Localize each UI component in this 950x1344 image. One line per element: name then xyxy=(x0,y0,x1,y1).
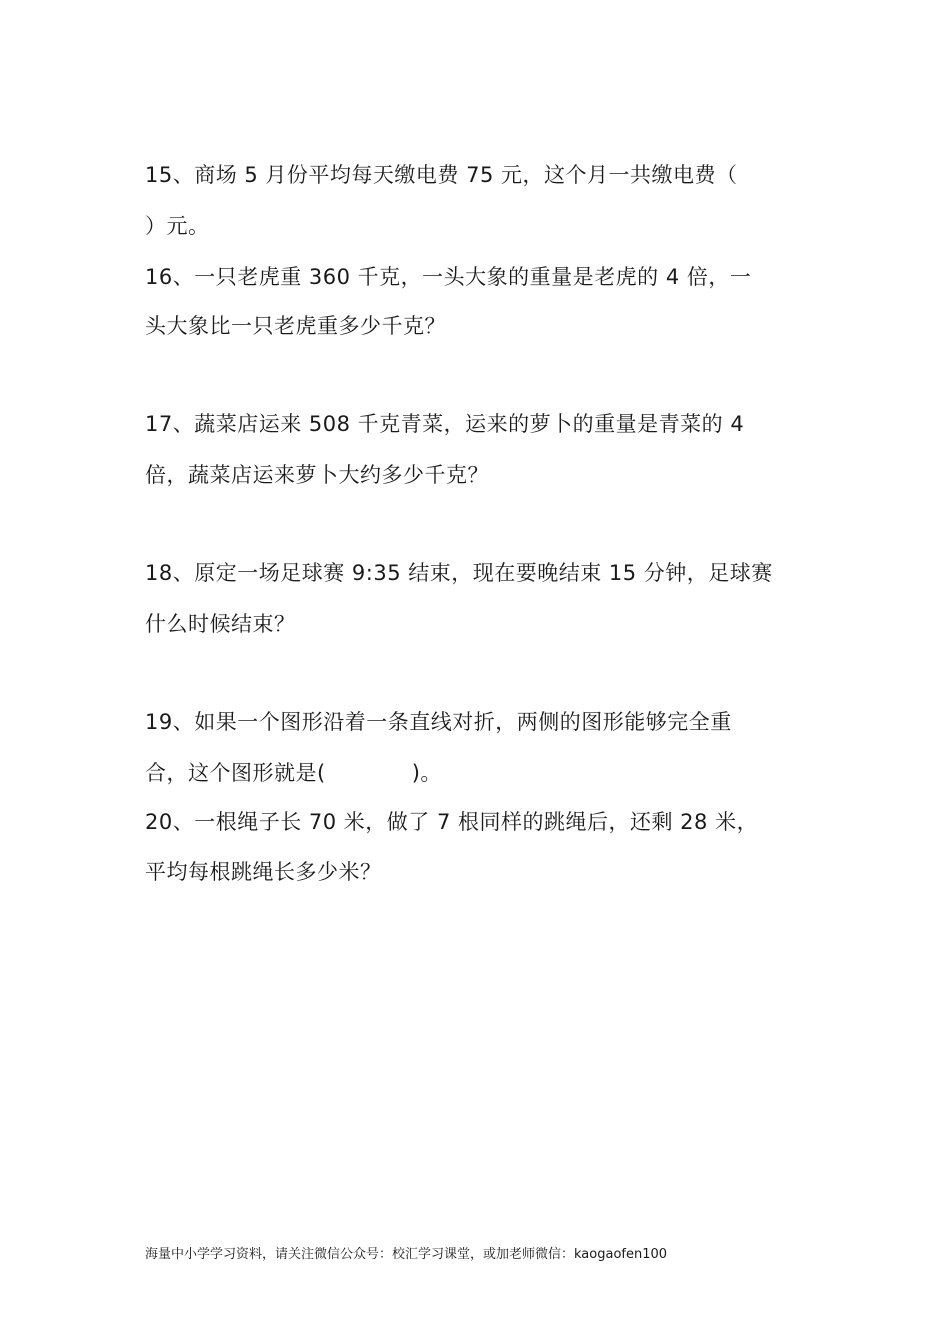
question-16-line-1: 16、一只老虎重 360 千克，一头大象的重量是老虎的 4 倍，一 xyxy=(145,265,752,289)
question-20-line-1: 20、一根绳子长 70 米，做了 7 根同样的跳绳后，还剩 28 米， xyxy=(145,810,759,834)
question-15-line-1: 15、商场 5 月份平均每天缴电费 75 元，这个月一共缴电费（ xyxy=(145,163,738,187)
question-17-line-1: 17、蔬菜店运来 508 千克青菜，运来的萝卜的重量是青菜的 4 xyxy=(145,412,745,436)
question-19-line-2: 合，这个图形就是( )。 xyxy=(145,761,442,785)
question-15-line-2: ）元。 xyxy=(145,214,210,238)
page-footer: 海量中小学学习资料，请关注微信公众号：校汇学习课堂，或加老师微信：kaogaofen100 xyxy=(145,1247,668,1262)
question-17-line-2: 倍，蔬菜店运来萝卜大约多少千克？ xyxy=(145,463,489,487)
question-16-line-2: 头大象比一只老虎重多少千克？ xyxy=(145,314,446,338)
question-19-line-1: 19、如果一个图形沿着一条直线对折，两侧的图形能够完全重 xyxy=(145,710,732,734)
question-18-line-1: 18、原定一场足球赛 9:35 结束，现在要晚结束 15 分钟，足球赛 xyxy=(145,561,773,585)
question-20-line-2: 平均每根跳绳长多少米？ xyxy=(145,860,382,884)
question-18-line-2: 什么时候结束？ xyxy=(145,612,296,636)
